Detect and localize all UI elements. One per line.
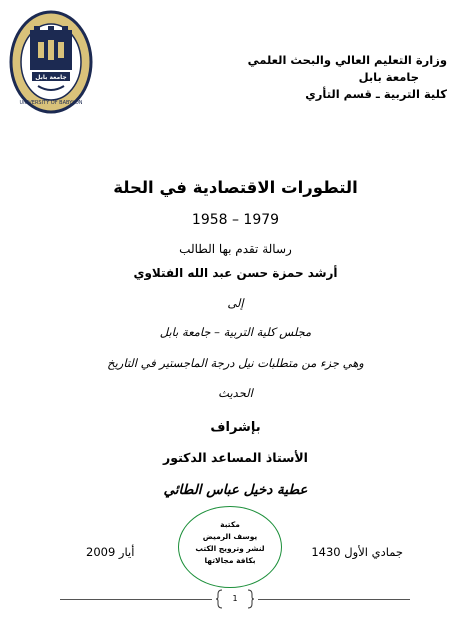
council-name: مجلس كلية التربية – جامعة بابل (159, 325, 312, 339)
stamp-line-3: لنشر وترويج الكتب (195, 544, 265, 553)
student-name: أرشد حمزة حسن عبد الله الفتلاوي (133, 266, 338, 280)
date-gregorian: أيار 2009 (86, 545, 135, 559)
supervisor-name: عطية دخيل عباس الطائي (163, 482, 308, 498)
page-number (216, 588, 254, 610)
logo-english-name: UNIVERSITY OF BABYLON (19, 100, 83, 106)
date-hijri: جمادي الأول 1430 (311, 545, 403, 559)
university-name: جامعة بابل (358, 70, 419, 84)
supervisor-rank: الأستاذ المساعد الدكتور (163, 450, 308, 465)
thesis-title: التطورات الاقتصادية في الحلة (113, 178, 358, 197)
stamp-line-2: يوسف الرميض (202, 532, 258, 541)
stamp-line-4: بكافة مجالاتها (204, 556, 256, 565)
university-logo (8, 8, 94, 116)
institution-header (197, 52, 447, 103)
library-stamp (178, 506, 282, 588)
degree-field: الحديث (218, 386, 253, 400)
to-label: إلى (227, 296, 244, 310)
footer-rule-left (60, 599, 212, 600)
supervision-label: بإشراف (210, 420, 261, 435)
thesis-years: 1958 – 1979 (191, 212, 280, 228)
footer-rule-right (258, 599, 410, 600)
college-name: كلية التربية ـ قسم التأري (305, 87, 447, 101)
ministry-name: وزارة التعليم العالي والبحث العلمي (247, 53, 447, 67)
presented-by: رسالة تقدم بها الطالب (179, 242, 292, 256)
logo-arabic-name: جامعة بابل (35, 74, 67, 81)
page-number-value: 1 (232, 594, 238, 603)
stamp-line-1: مكتبة (220, 520, 240, 529)
degree-requirement: وهي جزء من متطلبات نيل درجة الماجستير في التاريخ (107, 356, 364, 370)
